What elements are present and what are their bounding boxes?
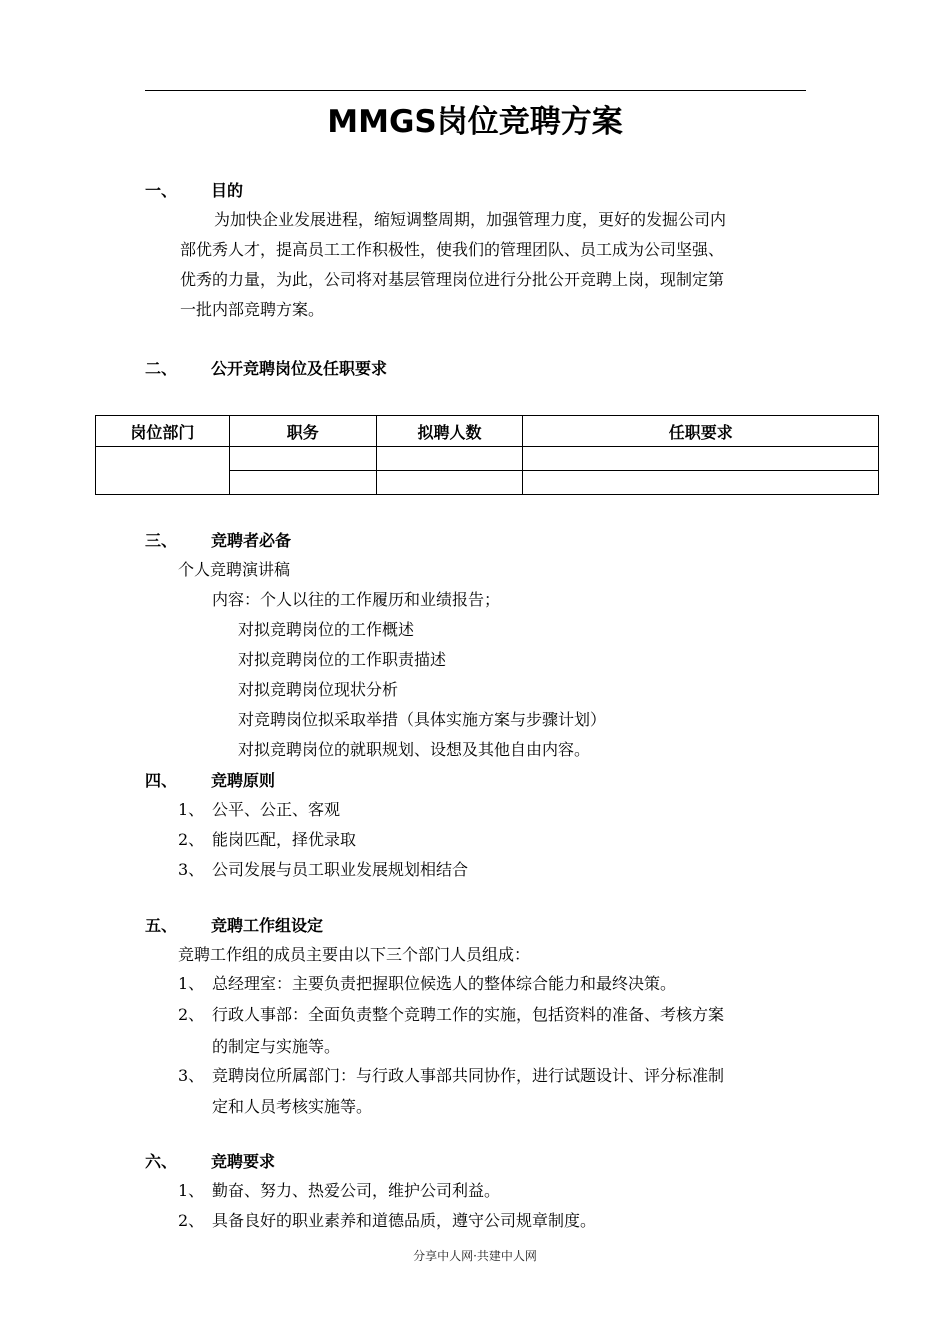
list-number: 2、 [178,830,205,849]
list-item [178,1004,724,1026]
list-item [178,1065,724,1087]
section-1-number: 一、 [145,181,178,200]
list-item [178,799,340,821]
paragraph-line: 优秀的力量，为此，公司将对基层管理岗位进行分批公开竞聘上岗，现制定第 [180,270,725,289]
list-text-continued: 定和人员考核实施等。 [212,1097,373,1116]
list-text: 公司发展与员工职业发展规划相结合 [212,860,469,879]
list-number: 2、 [178,1211,205,1230]
section-3-title: 竞聘者必备 [211,531,292,550]
document-title: MMGS岗位竞聘方案 [327,104,623,140]
list-text: 具备良好的职业素养和道德品质，遵守公司规章制度。 [212,1211,597,1230]
section-2-title: 公开竞聘岗位及任职要求 [211,359,388,378]
section-2-number: 二、 [145,359,178,378]
header-rule [145,90,806,91]
table-header-cell: 职务 [229,416,376,447]
section-4-heading [145,770,275,792]
list-item: 对拟竞聘岗位现状分析 [238,680,399,699]
table-cell [376,447,523,471]
section-1-title: 目的 [211,181,244,200]
list-text-continued: 的制定与实施等。 [212,1037,341,1056]
table-cell [523,447,879,471]
section-5-title: 竞聘工作组设定 [211,916,324,935]
section-6-title: 竞聘要求 [211,1152,276,1171]
section-3-content: 内容：个人以往的工作履历和业绩报告； [212,590,501,609]
list-number: 3、 [178,860,205,879]
section-1-paragraph [180,205,810,325]
list-item [178,973,676,995]
list-item: 对拟竞聘岗位的就职规划、设想及其他自由内容。 [238,740,591,759]
table-cell [229,471,376,495]
table-row [96,447,879,471]
paragraph-line: 部优秀人才，提高员工工作积极性，使我们的管理团队、员工成为公司坚强、 [180,240,725,259]
list-item [178,859,468,881]
table-header-cell: 拟聘人数 [376,416,523,447]
section-3-subheading: 个人竞聘演讲稿 [178,560,291,579]
table-header-cell: 岗位部门 [96,416,230,447]
list-number: 1、 [178,974,205,993]
list-item [178,829,356,851]
list-number: 2、 [178,1005,205,1024]
section-3-heading [145,530,291,552]
list-text: 勤奋、努力、热爱公司，维护公司利益。 [212,1181,501,1200]
list-number: 1、 [178,1181,205,1200]
table-cell [96,447,230,495]
table-cell [229,447,376,471]
page-footer: 分享中人网·共建中人网 [413,1249,537,1263]
list-item: 对拟竞聘岗位的工作概述 [238,620,415,639]
list-number: 1、 [178,800,205,819]
list-item: 对拟竞聘岗位的工作职责描述 [238,650,447,669]
section-4-number: 四、 [145,771,178,790]
list-text: 公平、公正、客观 [212,800,341,819]
table-cell [376,471,523,495]
list-text: 行政人事部：全面负责整个竞聘工作的实施，包括资料的准备、考核方案 [212,1005,725,1024]
positions-table [95,415,879,495]
list-item [178,1210,596,1232]
section-2-heading [145,358,387,380]
paragraph-line: 为加快企业发展进程，缩短调整周期，加强管理力度，更好的发掘公司内 [214,210,727,229]
section-6-number: 六、 [145,1152,178,1171]
section-5-number: 五、 [145,916,178,935]
list-item [178,1180,500,1202]
table-cell [523,471,879,495]
paragraph-line: 一批内部竞聘方案。 [180,300,325,319]
section-4-title: 竞聘原则 [211,771,276,790]
list-text: 竞聘岗位所属部门：与行政人事部共同协作，进行试题设计、评分标准制 [212,1066,725,1085]
list-text: 能岗匹配，择优录取 [212,830,357,849]
section-5-heading [145,915,323,937]
list-number: 3、 [178,1066,205,1085]
list-item: 对竞聘岗位拟采取举措（具体实施方案与步骤计划） [238,710,607,729]
section-1-heading [145,180,243,202]
list-text: 总经理室：主要负责把握职位候选人的整体综合能力和最终决策。 [212,974,677,993]
section-6-heading [145,1151,275,1173]
table-header-row [96,416,879,447]
section-3-number: 三、 [145,531,178,550]
section-5-intro: 竞聘工作组的成员主要由以下三个部门人员组成： [178,945,531,964]
table-header-cell: 任职要求 [523,416,879,447]
